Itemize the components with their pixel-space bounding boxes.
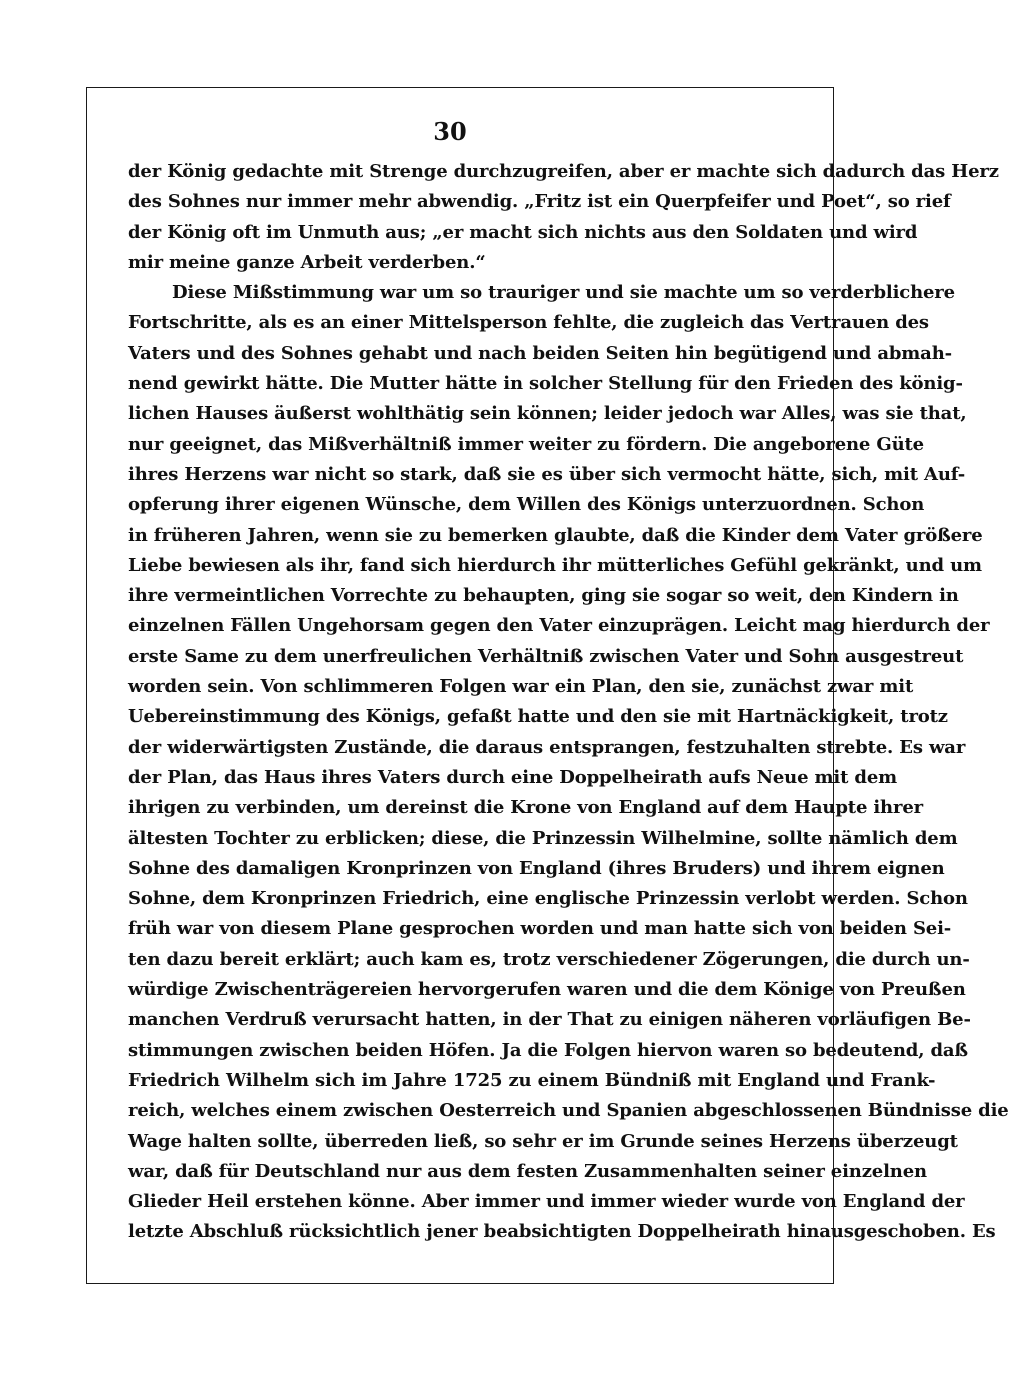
body-text [128, 157, 1009, 1248]
text-line: war, daß für Deutschland nur aus dem festen Zusammenhalten seiner einzelnen [128, 1160, 927, 1182]
text-line: früh war von diesem Plane gesprochen worden und man hatte sich von beiden Sei- [128, 918, 952, 940]
text-line: nend gewirkt hätte. Die Mutter hätte in solcher Stellung für den Frieden des könig- [128, 373, 963, 395]
text-line: manchen Verdruß verursacht hatten, in der That zu einigen näheren vorläufigen Be- [128, 1009, 971, 1031]
text-line: Glieder Heil erstehen könne. Aber immer und immer wieder wurde von England der [128, 1191, 965, 1213]
text-line: ihre vermeintlichen Vorrechte zu behaupten, ging sie sogar so weit, den Kindern in [128, 585, 959, 607]
text-line: einzelnen Fällen Ungehorsam gegen den Vater einzuprägen. Leicht mag hierdurch der [128, 615, 990, 637]
text-line: in früheren Jahren, wenn sie zu bemerken glaubte, daß die Kinder dem Vater größere [128, 524, 983, 546]
text-line: würdige Zwischenträgereien hervorgerufen waren und die dem Könige von Preußen [128, 979, 966, 1001]
text-line: Liebe bewiesen als ihr, fand sich hierdurch ihr mütterliches Gefühl gekränkt, und um [128, 554, 982, 576]
text-line: worden sein. Von schlimmeren Folgen war ein Plan, den sie, zunächst zwar mit [128, 676, 914, 698]
text-line: letzte Abschluß rücksichtlich jener beabsichtigten Doppelheirath hinausgeschoben. Es [128, 1221, 996, 1243]
text-line: lichen Hauses äußerst wohlthätig sein können; leider jedoch war Alles, was sie that, [128, 403, 967, 425]
text-line: Fortschritte, als es an einer Mittelsperson fehlte, die zugleich das Vertrauen des [128, 312, 929, 334]
text-line: ihres Herzens war nicht so stark, daß sie es über sich vermocht hätte, sich, mit Auf- [128, 463, 966, 485]
text-line: ihrigen zu verbinden, um dereinst die Krone von England auf dem Haupte ihrer [128, 797, 923, 819]
text-line: Friedrich Wilhelm sich im Jahre 1725 zu einem Bündniß mit England und Frank- [128, 1069, 936, 1091]
text-line: ten dazu bereit erklärt; auch kam es, trotz verschiedener Zögerungen, die durch un- [128, 948, 970, 970]
text-line: Sohne des damaligen Kronprinzen von England (ihres Bruders) und ihrem eignen [128, 857, 945, 879]
text-line: Uebereinstimmung des Königs, gefaßt hatte und den sie mit Hartnäckigkeit, trotz [128, 706, 948, 728]
text-line: Wage halten sollte, überreden ließ, so sehr er im Grunde seines Herzens überzeugt [128, 1130, 958, 1152]
page-number: 30 [433, 117, 467, 146]
text-line: Diese Mißstimmung war um so trauriger und sie machte um so verderblichere [172, 282, 955, 304]
text-line: stimmungen zwischen beiden Höfen. Ja die Folgen hiervon waren so bedeutend, daß [128, 1039, 968, 1061]
paragraph-1 [128, 157, 999, 278]
text-line: nur geeignet, das Mißverhältniß immer weiter zu fördern. Die angeborene Güte [128, 433, 924, 455]
paragraph-2 [128, 278, 1009, 1248]
text-line: des Sohnes nur immer mehr abwendig. „Fritz ist ein Querpfeifer und Poet“, so rief [128, 191, 951, 213]
text-line: mir meine ganze Arbeit verderben.“ [128, 251, 486, 273]
text-line: der König gedachte mit Strenge durchzugreifen, aber er machte sich dadurch das Herz [128, 161, 999, 182]
text-line: der König oft im Unmuth aus; „er macht sich nichts aus den Soldaten und wird [128, 221, 918, 243]
text-line: der widerwärtigsten Zustände, die daraus entsprangen, festzuhalten strebte. Es war [128, 736, 966, 758]
text-line: Sohne, dem Kronprinzen Friedrich, eine englische Prinzessin verlobt werden. Schon [128, 888, 968, 910]
text-line: opferung ihrer eigenen Wünsche, dem Willen des Königs unterzuordnen. Schon [128, 494, 925, 516]
text-line: erste Same zu dem unerfreulichen Verhältniß zwischen Vater und Sohn ausgestreut [128, 645, 964, 667]
text-line: der Plan, das Haus ihres Vaters durch eine Doppelheirath aufs Neue mit dem [128, 766, 898, 788]
text-line: ältesten Tochter zu erblicken; diese, die Prinzessin Wilhelmine, sollte nämlich dem [128, 827, 958, 849]
text-line: reich, welches einem zwischen Oesterreich und Spanien abgeschlossenen Bündnisse die [128, 1100, 1009, 1122]
text-line: Vaters und des Sohnes gehabt und nach beiden Seiten hin begütigend und abmah- [128, 342, 952, 364]
